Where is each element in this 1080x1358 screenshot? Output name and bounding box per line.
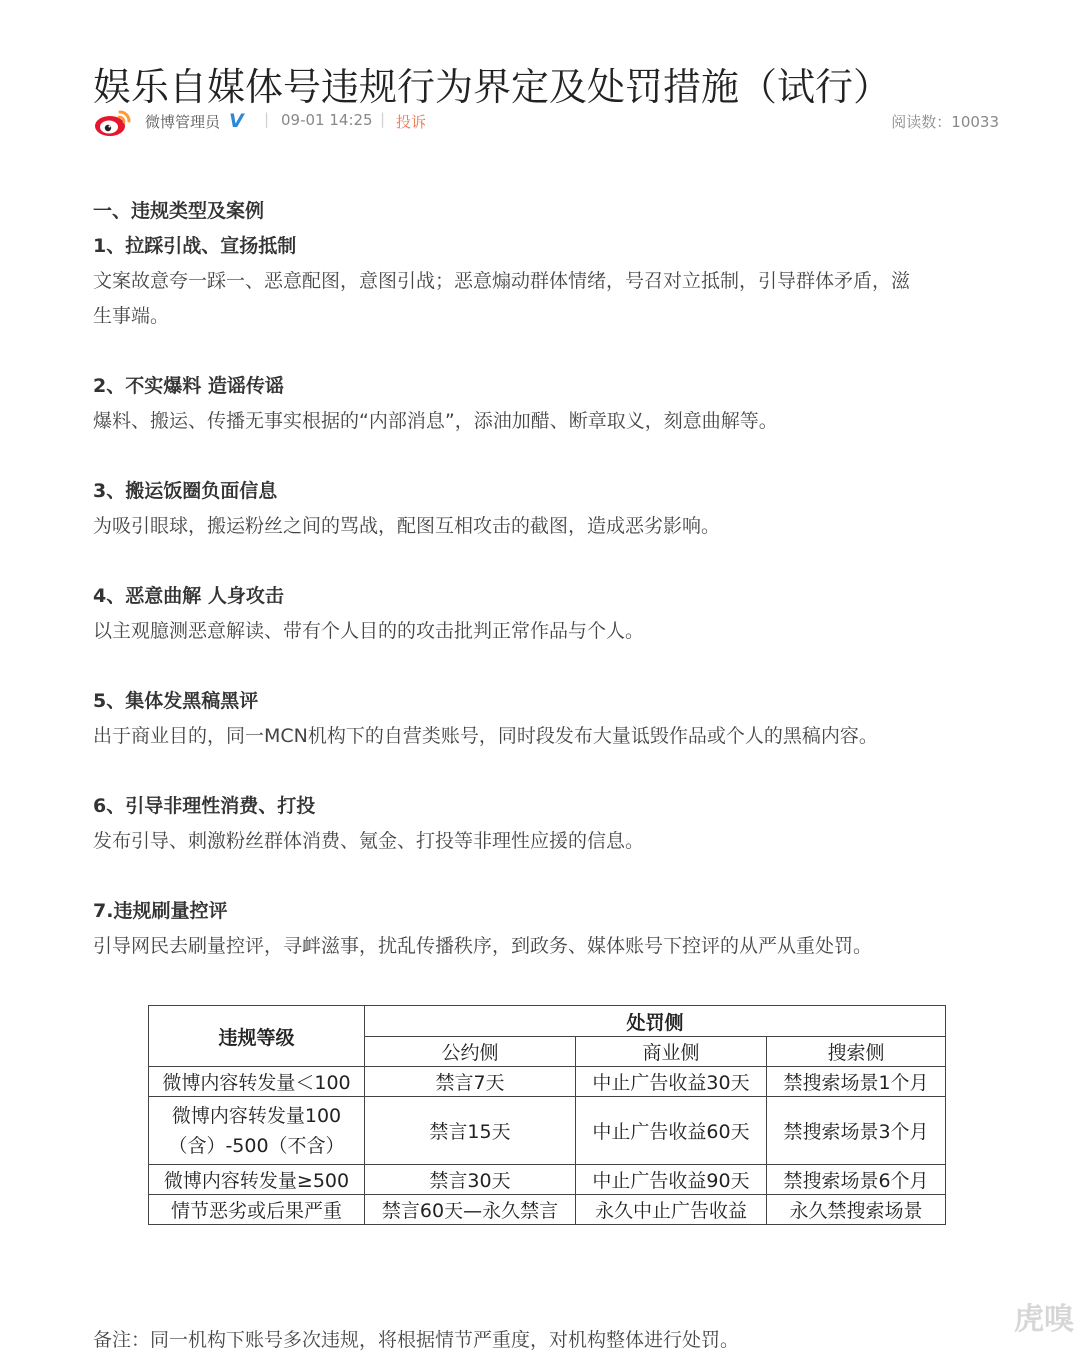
penalty-table-image (148, 1005, 946, 1225)
article-title: 娱乐自媒体号违规行为界定及处罚措施（试行） (93, 65, 892, 110)
level-line: 微博内容转发量100 (171, 1104, 342, 1127)
item-body: 以主观臆测恶意解读、带有个人目的的攻击批判正常作品与个人。 (93, 620, 645, 642)
subheader-search: 搜索侧 (767, 1037, 946, 1067)
level-cell: 微博内容转发量＜100 (149, 1067, 365, 1097)
search-cell: 禁搜索场景1个月 (767, 1067, 946, 1097)
convention-cell: 禁言15天 (365, 1097, 576, 1165)
convention-cell: 禁言30天 (365, 1165, 576, 1195)
business-cell: 中止广告收益60天 (576, 1097, 767, 1165)
table-row (149, 1195, 946, 1225)
search-cell: 永久禁搜索场景 (767, 1195, 946, 1225)
item-heading: 4、恶意曲解 人身攻击 (93, 585, 284, 607)
item-body: 出于商业目的，同一MCN机构下的自营类账号，同时段发布大量诋毁作品或个人的黑稿内容。 (93, 725, 878, 747)
business-cell: 中止广告收益30天 (576, 1067, 767, 1097)
search-cell: 禁搜索场景3个月 (767, 1097, 946, 1165)
read-count: 阅读数：10033 (891, 113, 999, 131)
item-body: 发布引导、刺激粉丝群体消费、氪金、打投等非理性应援的信息。 (93, 830, 645, 852)
table-row (149, 1097, 946, 1165)
table-row (149, 1165, 946, 1195)
level-cell (149, 1097, 365, 1165)
search-cell: 禁搜索场景6个月 (767, 1165, 946, 1195)
meta-separator: | (380, 110, 386, 128)
item-body: 生事端。 (93, 305, 170, 327)
item-heading: 3、搬运饭圈负面信息 (93, 480, 278, 502)
item-heading: 1、拉踩引战、宣扬抵制 (93, 235, 297, 257)
business-cell: 永久中止广告收益 (576, 1195, 767, 1225)
weibo-logo-icon[interactable] (93, 104, 135, 138)
item-body: 引导网民去刷量控评，寻衅滋事，扰乱传播秩序，到政务、媒体账号下控评的从严从重处罚。 (93, 935, 873, 957)
item-body: 文案故意夸一踩一、恶意配图，意图引战；恶意煽动群体情绪，号召对立抵制，引导群体矛盾，滋 (93, 270, 911, 292)
header-penalty: 处罚侧 (365, 1006, 946, 1037)
level-cell: 情节恶劣或后果严重 (149, 1195, 365, 1225)
item-heading: 7.违规刷量控评 (93, 900, 228, 922)
convention-cell: 禁言7天 (365, 1067, 576, 1097)
author-name[interactable]: 微博管理员 (145, 113, 221, 131)
item-heading: 2、不实爆料 造谣传谣 (93, 375, 284, 397)
report-link[interactable]: 投诉 (396, 113, 427, 131)
item-body: 为吸引眼球，搬运粉丝之间的骂战，配图互相攻击的截图，造成恶劣影响。 (93, 515, 721, 537)
business-cell: 中止广告收益90天 (576, 1165, 767, 1195)
watermark-logo: 虎嗅 (1014, 1302, 1074, 1337)
level-line: （含）-500（不含） (168, 1134, 345, 1157)
item-body: 爆料、搬运、传播无事实根据的“内部消息”，添油加醋、断章取义，刻意曲解等。 (93, 410, 778, 432)
article-meta (93, 102, 999, 142)
post-timestamp: 09-01 14:25 (281, 111, 373, 129)
subheader-business: 商业侧 (576, 1037, 767, 1067)
subheader-convention: 公约侧 (365, 1037, 576, 1067)
section-heading: 一、违规类型及案例 (93, 200, 265, 222)
level-cell: 微博内容转发量≥500 (149, 1165, 365, 1195)
footnote: 备注：同一机构下账号多次违规，将根据情节严重度，对机构整体进行处罚。 (93, 1329, 740, 1351)
item-heading: 5、集体发黑稿黑评 (93, 690, 259, 712)
meta-separator: | (264, 110, 270, 128)
article-body (93, 194, 1003, 964)
header-level: 违规等级 (149, 1006, 365, 1067)
convention-cell: 禁言60天—永久禁言 (365, 1195, 576, 1225)
item-heading: 6、引导非理性消费、打投 (93, 795, 316, 817)
penalty-table (148, 1005, 946, 1225)
verified-badge-icon: V (229, 110, 244, 132)
table-row (149, 1067, 946, 1097)
